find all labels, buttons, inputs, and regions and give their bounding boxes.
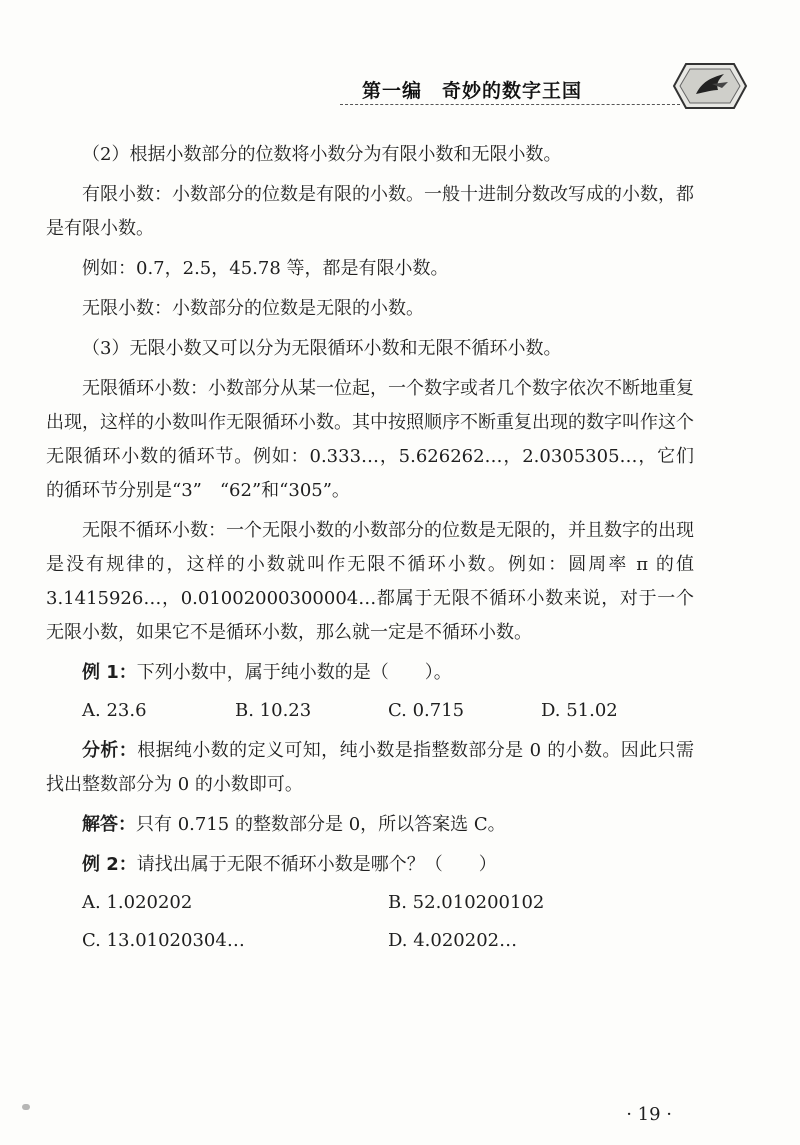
option-c: C. 0.715 [388,700,465,721]
option-b: B. 10.23 [235,700,312,721]
example-1-analysis [46,734,694,802]
option-b: B. 52.010200102 [388,892,545,913]
answer-text: 只有 0.715 的整数部分是 0，所以答案选 C。 [136,814,506,835]
paragraph: 有限小数：小数部分的位数是有限的小数。一般十进制分数改写成的小数，都是有限小数。 [46,184,694,239]
page-header [0,60,800,120]
option-a: A. 1.020202 [82,892,193,913]
print-speck [22,1104,30,1110]
question-text: 下列小数中，属于纯小数的是（ ）。 [136,662,452,683]
analysis-text: 根据纯小数的定义可知，纯小数是指整数部分是 0 的小数。因此只需找出整数部分为 0 的小数即可。 [46,740,694,795]
page-content [46,138,694,958]
option-a: A. 23.6 [82,700,147,721]
hexagon-bird-icon [672,60,748,112]
paragraph: （3）无限小数又可以分为无限循环小数和无限不循环小数。 [82,338,562,359]
paragraph: （2）根据小数部分的位数将小数分为有限小数和无限小数。 [82,144,562,165]
chapter-title: 第一编 奇妙的数字王国 [362,80,583,102]
example-2-question [46,848,694,882]
option-d: D. 51.02 [541,700,618,721]
example-1-options [46,694,694,728]
paragraph: 例如：0.7，2.5，45.78 等，都是有限小数。 [82,258,449,279]
paragraph: 无限不循环小数：一个无限小数的小数部分的位数是无限的，并且数字的出现是没有规律的，这样的小数就叫作无限不循环小数。例如：圆周率 π 的值 3.1415926…，0.01002000300004…都属于无限不循环小数来说，对于一个无限小数，如果它不是循环小数，那么就一定是不循环小数。 [46,520,694,643]
header-divider [340,104,680,105]
example-label: 例 2： [82,854,137,875]
example-1-question [46,656,694,690]
option-d: D. 4.020202… [388,930,518,951]
page-number: · 19 · [626,1104,672,1125]
paragraph: 无限循环小数：小数部分从某一位起，一个数字或者几个数字依次不断地重复出现，这样的小数叫作无限循环小数。其中按照顺序不断重复出现的数字叫作这个无限循环小数的循环节。例如：0.333…，5.626262…，2.0305305…，它们的循环节分别是“3” “62”和“305”。 [46,378,694,501]
example-1-answer [46,808,694,842]
example-2-options-row-2 [46,924,694,958]
option-c: C. 13.01020304… [82,930,245,951]
example-2-options-row-1 [46,886,694,920]
question-text: 请找出属于无限不循环小数是哪个？（ ） [136,854,497,875]
analysis-label: 分析： [82,740,138,761]
paragraph: 无限小数：小数部分的位数是无限的小数。 [82,298,424,319]
example-label: 例 1： [82,662,137,683]
answer-label: 解答： [82,814,136,835]
